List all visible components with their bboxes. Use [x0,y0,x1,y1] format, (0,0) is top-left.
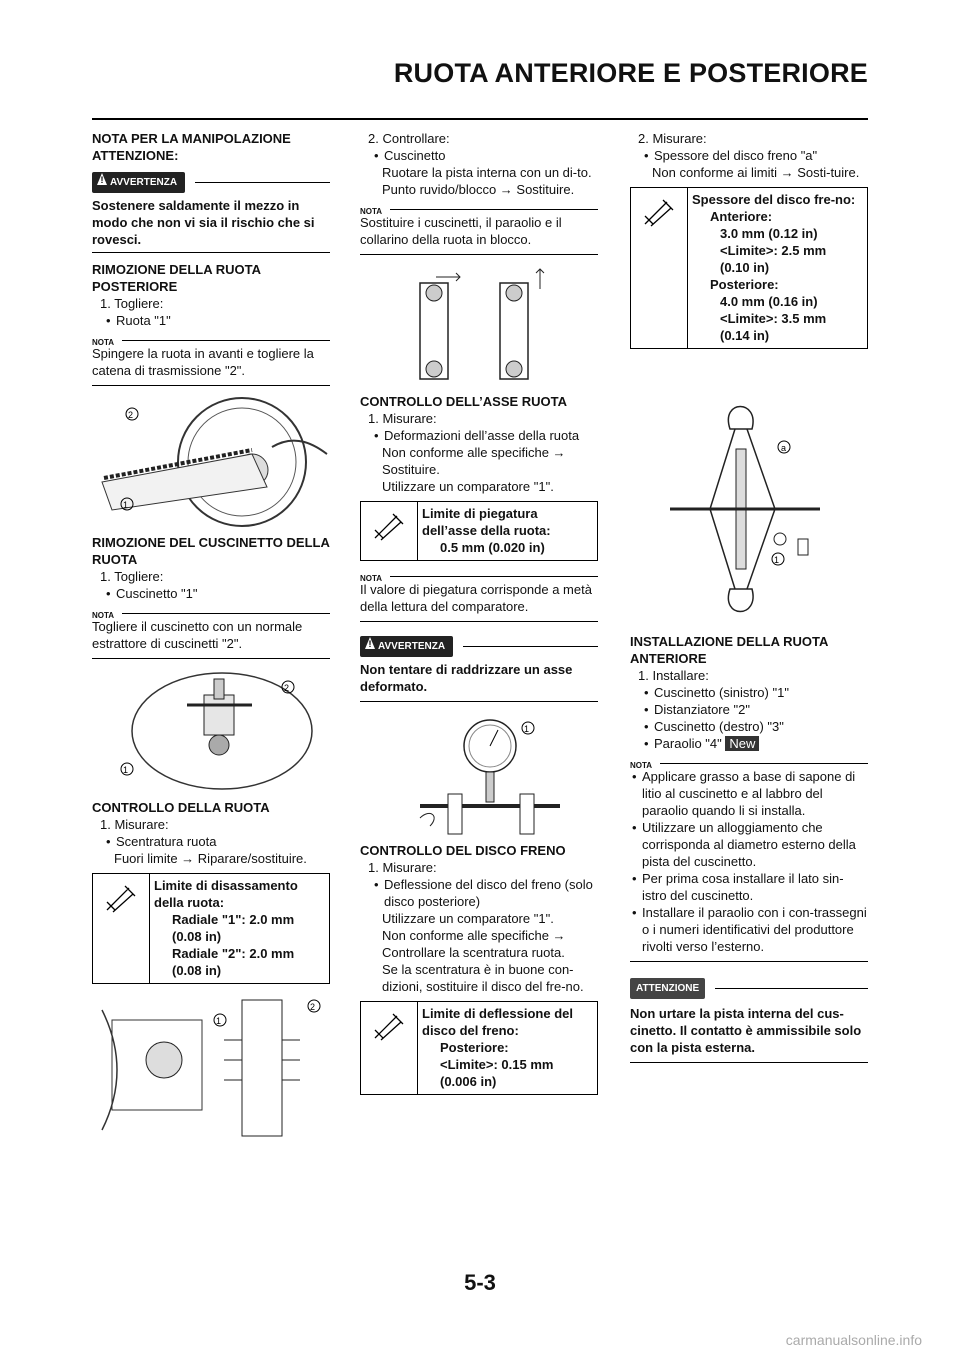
section-heading: RIMOZIONE DELLA RUOTA POSTERIORE [92,262,261,294]
svg-text:2: 2 [284,683,290,693]
spec-value: (0.08 in) [172,929,222,944]
spec-value: 3.0 mm (0.12 in) [720,226,818,241]
column-right [630,130,868,1063]
section-heading: CONTROLLO DELL’ASSE RUOTA [360,394,568,409]
svg-text:a: a [781,443,787,453]
bullet-item: • Cuscinetto (sinistro) "1" [642,684,868,701]
spec-value: <Limite>: 3.5 mm [720,311,827,326]
step-text: 1. Misurare: [368,411,437,426]
spec-title: Limite di disassamento della ruota: [154,878,298,910]
bullet-item: • Ruota "1" [104,312,330,329]
svg-text:1: 1 [774,555,780,565]
header-rule [92,118,868,120]
spec-value: Anteriore: [710,209,773,224]
svg-text:2: 2 [310,1002,316,1012]
spec-value: <Limite>: 0.15 mm [440,1057,554,1072]
svg-text:1: 1 [123,765,129,775]
spec-value: Posteriore: [440,1040,509,1055]
spec-value: Posteriore: [710,277,779,292]
column-middle [360,130,598,1095]
caliper-icon [93,874,150,983]
step-text: 2. Controllare: [368,131,450,146]
sub-text: Se la scentratura è in buone con-dizioni, sostituire il disco del fre-no. [382,962,584,994]
nota-text: Sostituire i cuscinetti, il paraolio e il collarino della ruota in blocco. [360,215,562,247]
spec-value: (0.08 in) [172,963,222,978]
warning-text: Non tentare di raddrizzare un asse deformato. [360,662,573,694]
nota-bullet: • Applicare grasso a base di sapone di litio al cuscinetto e al labbro del paraolio quando li si installa. [630,768,868,819]
bullet-item: • Distanziatore "2" [642,701,868,718]
bullet-item: • Spessore del disco freno "a" [642,147,868,164]
sub-text: Ruotare la pista interna con un di-to. [382,165,592,180]
step-text: 1. Installare: [638,668,709,683]
nota-header: NOTA [92,335,330,345]
bullet-item: • Cuscinetto "1" [104,585,330,602]
caliper-icon [361,502,418,560]
bearing-puller-figure [92,665,330,793]
bearing-play-figure [360,261,598,389]
rear-wheel-removal-figure [92,392,330,530]
sub-text: Non conforme alle specifiche → [382,928,566,943]
sub-text: Non conforme ai limiti → Sosti-tuire. [652,165,860,180]
sub-text: Fuori limite → Riparare/sostituire. [114,851,307,866]
caution-text: Non urtare la pista interna del cus-cinetto. Il contatto è ammissibile solo con la pista esterna. [630,1006,862,1055]
bullet-item: • Cuscinetto (destro) "3" [642,718,868,735]
spec-box [92,873,330,984]
warning-text: Sostenere saldamente il mezzo in modo che non vi sia il rischio che si rovesci. [92,198,315,247]
section-heading: INSTALLAZIONE DELLA RUOTA ANTERIORE [630,634,828,666]
column-left [92,130,330,1138]
axle-runout-figure [360,708,598,836]
nota-header: NOTA [92,608,330,618]
nota-bullet: • Per prima cosa installare il lato sin-istro del cuscinetto. [630,870,868,904]
spec-value: 0.5 mm (0.020 in) [440,540,545,555]
svg-text:2: 2 [128,410,134,420]
spec-title: Limite di deflessione del disco del freno: [422,1006,573,1038]
warning-header [92,172,330,193]
nota-header: NOTA [360,204,598,214]
spec-title: Limite di piegatura dell’asse della ruota: [422,506,551,538]
wheel-runout-figure [92,990,330,1138]
caution-badge: ATTENZIONE [630,978,705,999]
watermark: carmanualsonline.info [785,1332,922,1348]
nota-bullet: • Installare il paraolio con i con-trassegni o i numeri identificativi del produttore rivolti verso l’esterno. [630,904,868,955]
section-heading: RIMOZIONE DEL CUSCINETTO DELLA RUOTA [92,535,330,567]
new-badge: New [725,736,759,751]
step-text: 1. Misurare: [100,817,169,832]
nota-text: Spingere la ruota in avanti e togliere la catena di trasmissione "2". [92,346,314,378]
spec-box [360,501,598,561]
spec-box [360,1001,598,1095]
spec-value: Radiale "1": 2.0 mm [172,912,295,927]
sub-text: Non conforme alle specifiche → [382,445,566,460]
sub-text: Utilizzare un comparatore "1". [382,911,554,926]
sub-text: Punto ruvido/blocco → Sostituire. [382,182,575,197]
warning-header [360,636,598,657]
nota-text: Il valore di piegatura corrisponde a metà della lettura del comparatore. [360,582,592,614]
section-heading: NOTA PER LA MANIPOLAZIONE ATTENZIONE: [92,131,291,163]
spec-value: (0.14 in) [720,328,770,343]
section-heading: CONTROLLO DELLA RUOTA [92,800,270,815]
page-number: 5-3 [464,1270,496,1295]
sub-text: Sostituire. [382,462,440,477]
section-heading: CONTROLLO DEL DISCO FRENO [360,843,566,858]
sub-text: Utilizzare un comparatore "1". [382,479,554,494]
spec-value: (0.006 in) [440,1074,497,1089]
step-text: 1. Togliere: [100,296,164,311]
caution-header [630,978,868,999]
svg-text:1: 1 [123,500,129,510]
bullet-item: • Scentratura ruota [104,833,330,850]
step-text: 1. Misurare: [368,860,437,875]
sub-text: Controllare la scentratura ruota. [382,945,565,960]
page-title: RUOTA ANTERIORE E POSTERIORE [393,58,868,88]
bullet-item: • Paraolio "4" New [642,735,868,752]
bullet-item: • Deformazioni dell’asse della ruota [372,427,598,444]
nota-text: Togliere il cuscinetto con un normale estrattore di cuscinetti "2". [92,619,303,651]
spec-title: Spessore del disco fre-no: [692,192,856,207]
step-text: 1. Togliere: [100,569,164,584]
caliper-icon [361,1002,418,1094]
svg-text:1: 1 [216,1016,222,1026]
nota-header: NOTA [630,758,868,768]
caliper-icon [631,188,688,348]
spec-value: (0.10 in) [720,260,770,275]
nota-bullet: • Utilizzare un alloggiamento che corrisponda al diametro esterno della pista del cuscinetto. [630,819,868,870]
step-text: 2. Misurare: [638,131,707,146]
disc-thickness-figure [630,389,868,629]
bullet-item: • Cuscinetto [372,147,598,164]
spec-box [630,187,868,349]
warning-badge: ! AVVERTENZA [92,172,185,193]
warning-badge: ! AVVERTENZA [360,636,453,657]
nota-header: NOTA [360,571,598,581]
spec-value: 4.0 mm (0.16 in) [720,294,818,309]
bullet-item: • Deflessione del disco del freno (solo disco posteriore) [372,876,598,910]
spec-value: Radiale "2": 2.0 mm [172,946,295,961]
svg-text:1: 1 [524,724,530,734]
spec-value: <Limite>: 2.5 mm [720,243,827,258]
